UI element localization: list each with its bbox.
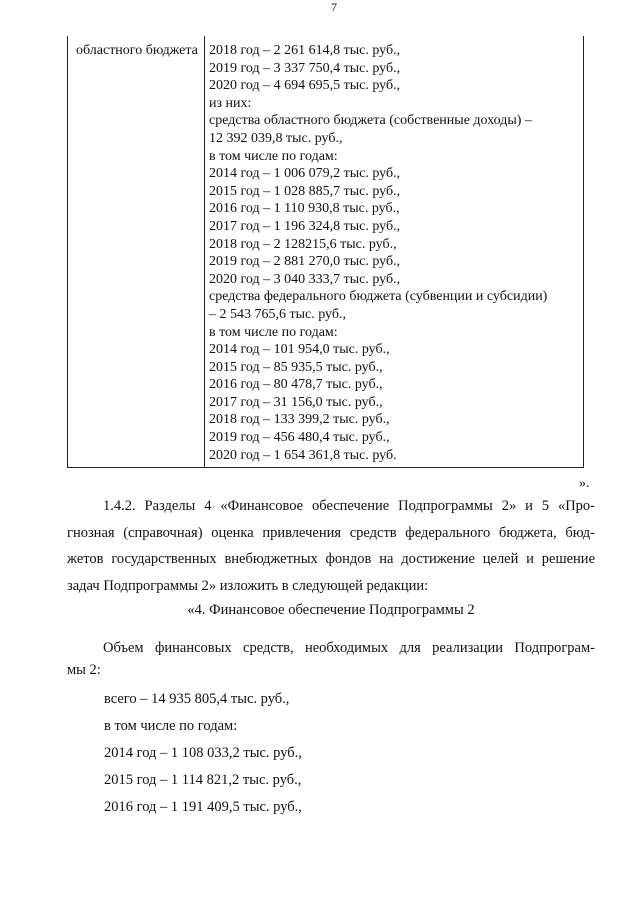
table-line: 2019 год – 456 480,4 тыс. руб., [209, 430, 390, 446]
table-line: 2018 год – 2 261 614,8 тыс. руб., [209, 43, 401, 58]
table-line: средства областного бюджета (собственные доходы) – [209, 113, 532, 129]
table-line: 2018 год – 2 128215,6 тыс. руб., [209, 236, 397, 252]
amendment-paragraph [67, 493, 595, 599]
table-line: 2020 год – 3 040 333,7 тыс. руб., [209, 271, 401, 287]
table-line: 2017 год – 1 196 324,8 тыс. руб., [209, 218, 401, 234]
page-number: 7 [331, 0, 337, 14]
table-line: 2014 год – 101 954,0 тыс. руб., [209, 342, 390, 358]
table-line: в том числе по годам: [209, 324, 338, 340]
paragraph-line: жетов государственных внебюджетных фондов на достижение целей и решение [67, 551, 595, 567]
table-line: 2018 год – 133 399,2 тыс. руб., [209, 412, 390, 428]
table-line: 2019 год – 3 337 750,4 тыс. руб., [209, 60, 401, 76]
budget-table [67, 36, 584, 468]
table-line: 2014 год – 1 006 079,2 тыс. руб., [209, 166, 401, 182]
paragraph-line: задач Подпрограммы 2» изложить в следующей редакции: [67, 577, 429, 594]
table-column-divider [204, 36, 205, 467]
table-line: 2019 год – 2 881 270,0 тыс. руб., [209, 254, 401, 270]
paragraph-line: гнозная (справочная) оценка привлечения средств федерального бюджета, бюд- [67, 524, 595, 541]
table-line: 2015 год – 85 935,5 тыс. руб., [209, 359, 383, 375]
paragraph-line: мы 2: [67, 662, 101, 678]
table-line: 2016 год – 1 110 930,8 тыс. руб., [209, 201, 400, 217]
list-item: всего – 14 935 805,4 тыс. руб., [104, 691, 290, 707]
table-line: средства федерального бюджета (субвенции и субсидии) [209, 289, 548, 305]
table-line: 2016 год – 80 478,7 тыс. руб., [209, 377, 383, 393]
section-heading: «4. Финансовое обеспечение Подпрограммы 2 [187, 602, 475, 618]
table-line: 12 392 039,8 тыс. руб., [209, 130, 343, 146]
table-left-cell: областного бюджета [76, 43, 198, 58]
table-line: – 2 543 765,6 тыс. руб., [209, 306, 346, 322]
table-line: 2020 год – 4 694 695,5 тыс. руб., [209, 78, 401, 94]
list-item: 2014 год – 1 108 033,2 тыс. руб., [104, 745, 302, 761]
paragraph-line: 1.4.2. Разделы 4 «Финансовое обеспечение Подпрограммы 2» и 5 «Про- [103, 498, 595, 514]
list-item: в том числе по годам: [104, 718, 238, 734]
table-line: 2017 год – 31 156,0 тыс. руб., [209, 394, 383, 410]
table-line: из них: [209, 95, 252, 111]
table-line: 2015 год – 1 028 885,7 тыс. руб., [209, 183, 401, 199]
table-right-cell [209, 42, 579, 464]
paragraph-line: Объем финансовых средств, необходимых для реализации Подпрограм- [103, 640, 595, 656]
table-line: в том числе по годам: [209, 148, 338, 164]
list-item: 2015 год – 1 114 821,2 тыс. руб., [104, 772, 302, 788]
volume-paragraph [67, 637, 595, 681]
table-line: 2020 год – 1 654 361,8 тыс. руб. [209, 447, 397, 463]
list-item: 2016 год – 1 191 409,5 тыс. руб., [104, 799, 302, 815]
closing-quote: ». [579, 476, 590, 491]
